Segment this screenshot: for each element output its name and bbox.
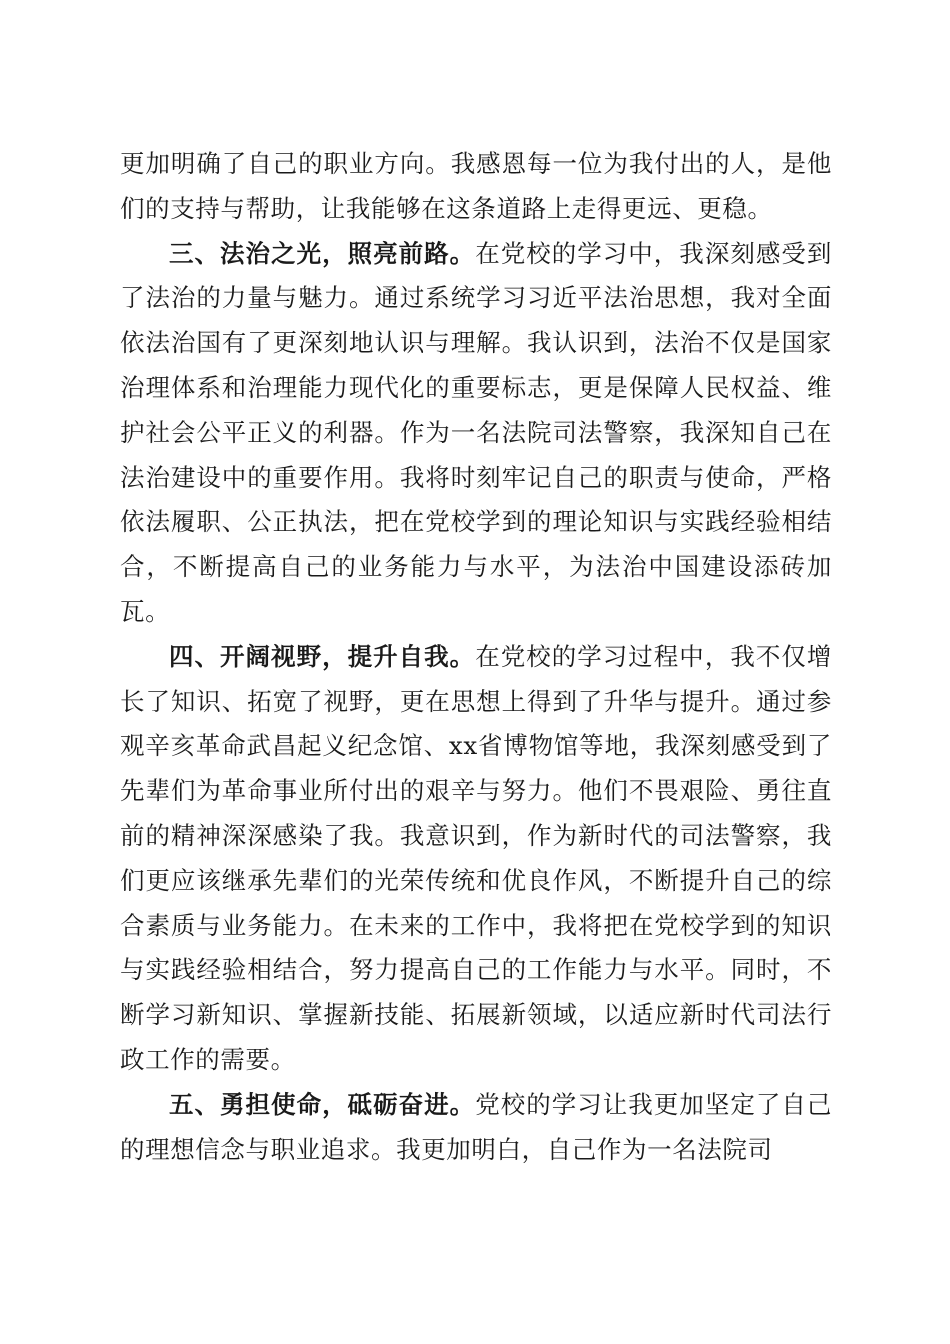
paragraph-1-text: 更加明确了自己的职业方向。我感恩每一位为我付出的人，是他们的支持与帮助，让我能够在这条道路上走得更远、更稳。 [120,149,832,223]
paragraph-4 [120,1083,832,1173]
section-5-heading: 五、勇担使命，砥砺奋进。 [169,1089,476,1119]
paragraph-3 [120,635,832,1083]
section-3-text: 在党校的学习中，我深刻感受到了法治的力量与魅力。通过系统学习习近平法治思想，我对全面依法治国有了更深刻地认识与理解。我认识到，法治不仅是国家治理体系和治理能力现代化的重要标志，更是保障人民权益、维护社会公平正义的利器。作为一名法院司法警察，我深知自己在法治建设中的重要作用。我将时刻牢记自己的职责与使命，严格依法履职、公正执法，把在党校学到的理论知识与实践经验相结合，不断提高自己的业务能力与水平，为法治中国建设添砖加瓦。 [120,238,832,626]
paragraph-2 [120,232,832,635]
section-4-heading: 四、开阔视野，提升自我。 [169,641,476,671]
paragraph-1 [120,142,832,232]
document-body [120,142,832,1172]
section-3-heading: 三、法治之光，照亮前路。 [169,238,476,268]
section-4-text: 在党校的学习过程中，我不仅增长了知识、拓宽了视野，更在思想上得到了升华与提升。通过参观辛亥革命武昌起义纪念馆、xx省博物馆等地，我深刻感受到了先辈们为革命事业所付出的艰辛与努力。他们不畏艰险、勇往直前的精神深深感染了我。我意识到，作为新时代的司法警察，我们更应该继承先辈们的光荣传统和优良作风，不断提升自己的综合素质与业务能力。在未来的工作中，我将把在党校学到的知识与实践经验相结合，努力提高自己的工作能力与水平。同时，不断学习新知识、掌握新技能、拓展新领域，以适应新时代司法行政工作的需要。 [120,641,832,1074]
section-5-text: 党校的学习让我更加坚定了自己的理想信念与职业追求。我更加明白，自己作为一名法院司 [120,1089,832,1164]
